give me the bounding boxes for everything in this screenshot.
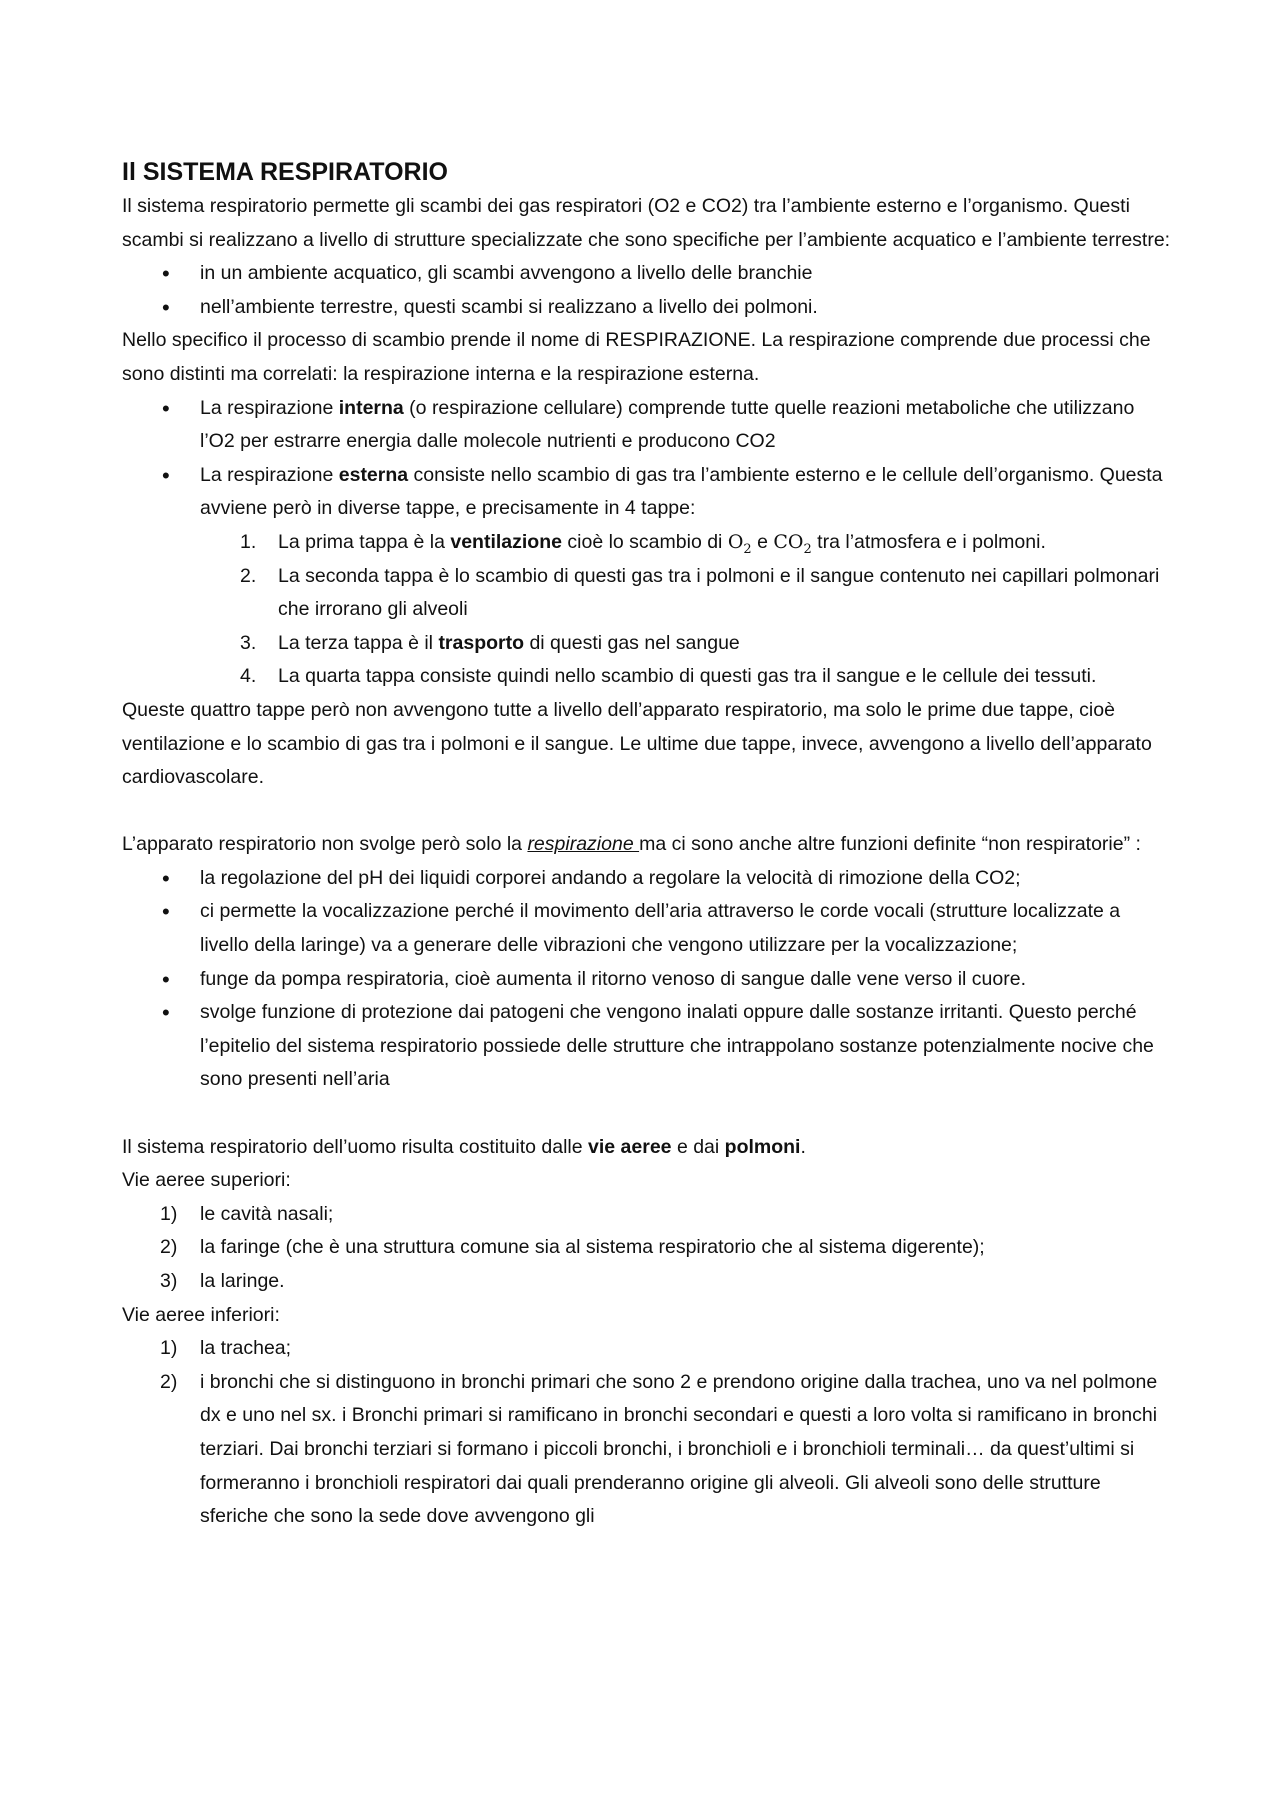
stage-item: 4. La quarta tappa consiste quindi nello scambio di questi gas tra il sangue e le cellule dei tessuti. [240,665,1097,688]
list-item: 1) le cavità nasali; [160,1202,334,1225]
list-item: • ci permette la vocalizzazione perché il movimento dell’aria attraverso le corde vocali (strutture localizzate a livello della laringe) va a generare delle vibrazioni che vengono utilizzare per la vocalizzazione; [122,895,1172,962]
list-item: 3) la laringe. [160,1270,285,1292]
upper-airways-label: Vie aeree superiori: [122,1169,291,1192]
spacer [122,1097,1172,1131]
non-respiratory-list [122,862,1172,1097]
list-item: 1) la trachea; [160,1337,292,1360]
respiration-paragraph: Nello specifico il processo di scambio prende il nome di RESPIRAZIONE. La respirazione comprende due processi che sono distinti ma correlati: la respirazione interna e la respirazione esterna. [122,329,1151,385]
list-item: 2) i bronchi che si distinguono in bronchi primari che sono 2 e prendono origine dalla trachea, uno va nel polmone dx e uno nel sx. i Bronchi primari si ramificano in bronchi secondari e questi a loro volta si ramificano in bronchi terziari. Dai bronchi terziari si formano i piccoli bronchi, i bronchioli e i bronchioli terminali… da quest’ultimi si formeranno i bronchioli respiratori dai quali prenderanno origine gli alveoli. Gli alveoli sono delle strutture sferiche che sono la sede dove avvengono gli [160,1370,1158,1528]
stage-item: 2. La seconda tappa è lo scambio di questi gas tra i polmoni e il sangue contenuto nei capillari polmonari che irrorano gli alveoli [240,564,1160,621]
external-respiration-item: • La respirazione esterna consiste nello scambio di gas tra l’ambiente esterno e le cellule dell’organismo. Questa avviene però in diverse tappe, e precisamente in 4 tappe: [122,459,1172,526]
lower-airways-list [122,1332,1172,1534]
internal-respiration-item: • La respirazione interna (o respirazione cellulare) comprende tutte quelle reazioni metaboliche che utilizzano l’O2 per estrarre energia dalle molecole nutrienti e producono CO2 [122,392,1172,459]
stage-item: 3. La terza tappa è il trasporto di questi gas nel sangue [240,631,740,654]
list-item: • svolge funzione di protezione dai patogeni che vengono inalati oppure dalle sostanze irritanti. Questo perché l’epitelio del sistema respiratorio possiede delle strutture che intrappolano sostanze potenzialmente nocive che sono presenti nell’aria [122,996,1172,1097]
list-item: • la regolazione del pH dei liquidi corporei andando a regolare la velocità di rimozione della CO2; [122,862,1172,896]
list-item: • in un ambiente acquatico, gli scambi avvengono a livello delle branchie [122,257,1172,291]
non-respiratory-paragraph: L’apparato respiratorio non svolge però solo la respirazione ma ci sono anche altre funzioni definite “non respiratorie” : [122,833,1141,856]
co2-formula: $CO_2$ [773,530,812,557]
respiration-types-list [122,392,1172,526]
page-title: Il SISTEMA RESPIRATORIO [122,158,448,186]
upper-airways-list [122,1198,1172,1299]
list-item: • nell’ambiente terrestre, questi scambi si realizzano a livello dei polmoni. [122,291,1172,325]
list-item: 2) la faringe (che è una struttura comune sia al sistema respiratorio che al sistema digerente); [160,1236,985,1259]
spacer [122,795,1172,829]
stage-item: 1. La prima tappa è la ventilazione cioè lo scambio di $O_2$ e $CO_2$ tra l’atmosfera e i polmoni. [240,530,1046,557]
list-item: • funge da pompa respiratoria, cioè aumenta il ritorno venoso di sangue dalle vene verso il cuore. [122,963,1172,997]
stages-paragraph: Queste quattro tappe però non avvengono tutte a livello dell’apparato respiratorio, ma solo le prime due tappe, cioè ventilazione e lo scambio di gas tra i polmoni e il sangue. Le ultime due tappe, invece, avvengono a livello dell’apparato cardiovascolare. [122,698,1152,789]
document-page [122,154,1172,1534]
composition-paragraph: Il sistema respiratorio dell’uomo risulta costituito dalle vie aeree e dai polmoni. [122,1135,806,1158]
o2-formula: $O_2$ [727,530,752,557]
intro-paragraph: Il sistema respiratorio permette gli scambi dei gas respiratori (O2 e CO2) tra l’ambiente esterno e l’organismo. Questi scambi si realizzano a livello di strutture specializzate che sono specifiche per l’ambiente acquatico e l’ambiente terrestre: [122,195,1171,251]
environment-list [122,257,1172,324]
stages-list [122,526,1172,694]
lower-airways-label: Vie aeree inferiori: [122,1303,280,1326]
